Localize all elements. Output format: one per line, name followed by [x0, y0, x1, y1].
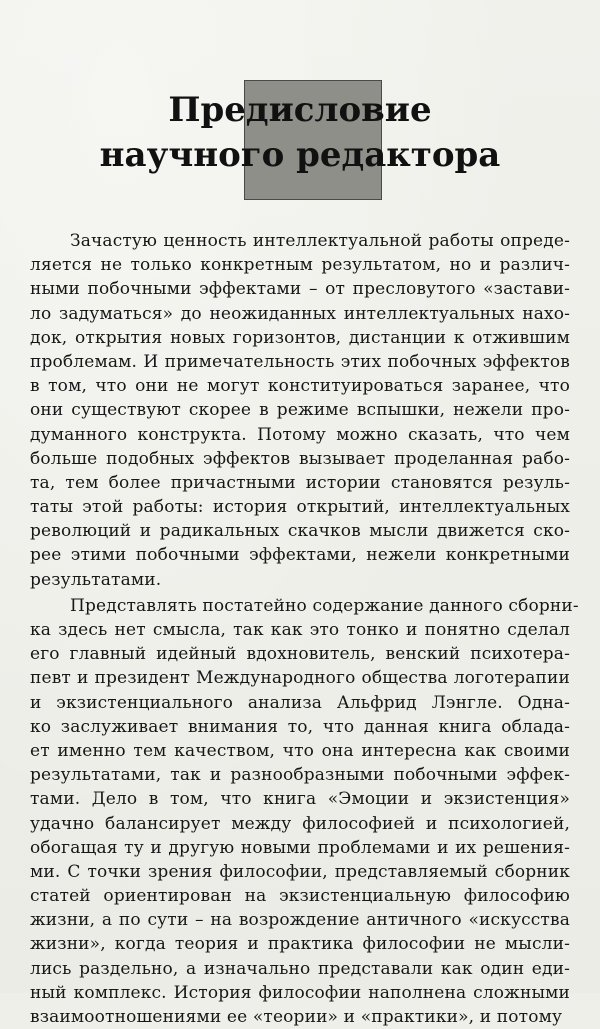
paragraph — [30, 594, 579, 1029]
text-line: док, открытия новых горизонтов, дистанции к отжившим — [30, 327, 570, 348]
text-line: певт и президент Международного общества логотерапии — [30, 668, 570, 689]
text-line: они существуют скорее в режиме вспышки, нежели про- — [30, 400, 570, 421]
heading-line-1: Предисловие — [168, 90, 432, 130]
text-line: взаимоотношениями ее «теории» и «практики», и потому — [30, 1007, 563, 1027]
text-line: рее этими побочными эффектами, нежели конкретными — [30, 545, 570, 566]
text-line: в том, что они не могут конституироваться заранее, что — [30, 376, 570, 397]
heading-line-2: научного редактора — [99, 135, 501, 175]
text-line: тами. Дело в том, что книга «Эмоции и экзистенция» — [30, 789, 570, 810]
text-line: думанного конструкта. Потому можно сказать, что чем — [30, 424, 570, 445]
text-line: жизни», когда теория и практика философии не мысли- — [30, 934, 570, 955]
text-line: обогащая ту и другую новыми проблемами и их решения- — [30, 837, 570, 858]
text-line: жизни, а по сути – на возрождение античного «искусства — [30, 910, 570, 931]
text-line: ет именно тем качеством, что она интересна как своими — [30, 740, 570, 761]
text-line: результатами. — [30, 569, 162, 590]
text-line: и экзистенциального анализа Альфрид Лэнгле. Одна- — [30, 692, 570, 713]
text-line: больше подобных эффектов вызывает проделанная рабо- — [30, 448, 570, 469]
text-line: та, тем более причастными истории становятся резуль- — [30, 472, 570, 493]
text-line: ло задуматься» до неожиданных интеллектуальных нахо- — [30, 303, 570, 324]
text-line: Зачастую ценность интеллектуальной работы опреде- — [70, 231, 570, 251]
text-line: таты этой работы: история открытий, интеллектуальных — [30, 497, 570, 518]
text-line: ка здесь нет смысла, так как это тонко и понятно сделал — [30, 620, 570, 640]
text-line: удачно балансирует между философией и психологией, — [30, 813, 570, 834]
text-line: ными побочными эффектами – от пресловутого «застави- — [30, 279, 570, 300]
text-line: статей ориентирован на экзистенциальную философию — [30, 886, 570, 907]
text-line: ный комплекс. История философии наполнена сложными — [30, 982, 570, 1003]
text-line: результатами, так и разнообразными побочными эффек- — [30, 765, 570, 786]
text-line: ляется не только конкретным результатом, но и различ- — [30, 255, 570, 276]
body-text — [30, 229, 579, 1029]
text-line: лись раздельно, а изначально представали как один еди- — [30, 958, 570, 979]
text-line: ми. С точки зрения философии, представляемый сборник — [30, 861, 570, 882]
text-line: революций и радикальных скачков мысли движется ско- — [30, 521, 570, 542]
chapter-heading — [0, 88, 600, 178]
text-line: ко заслуживает внимания то, что данная книга облада- — [30, 716, 570, 737]
text-line: Представлять постатейно содержание данного сборни- — [70, 595, 579, 616]
text-line: проблемам. И примечательность этих побочных эффектов — [30, 351, 570, 372]
paragraph — [30, 229, 570, 592]
text-line: его главный идейный вдохновитель, венский психотера- — [30, 644, 570, 665]
